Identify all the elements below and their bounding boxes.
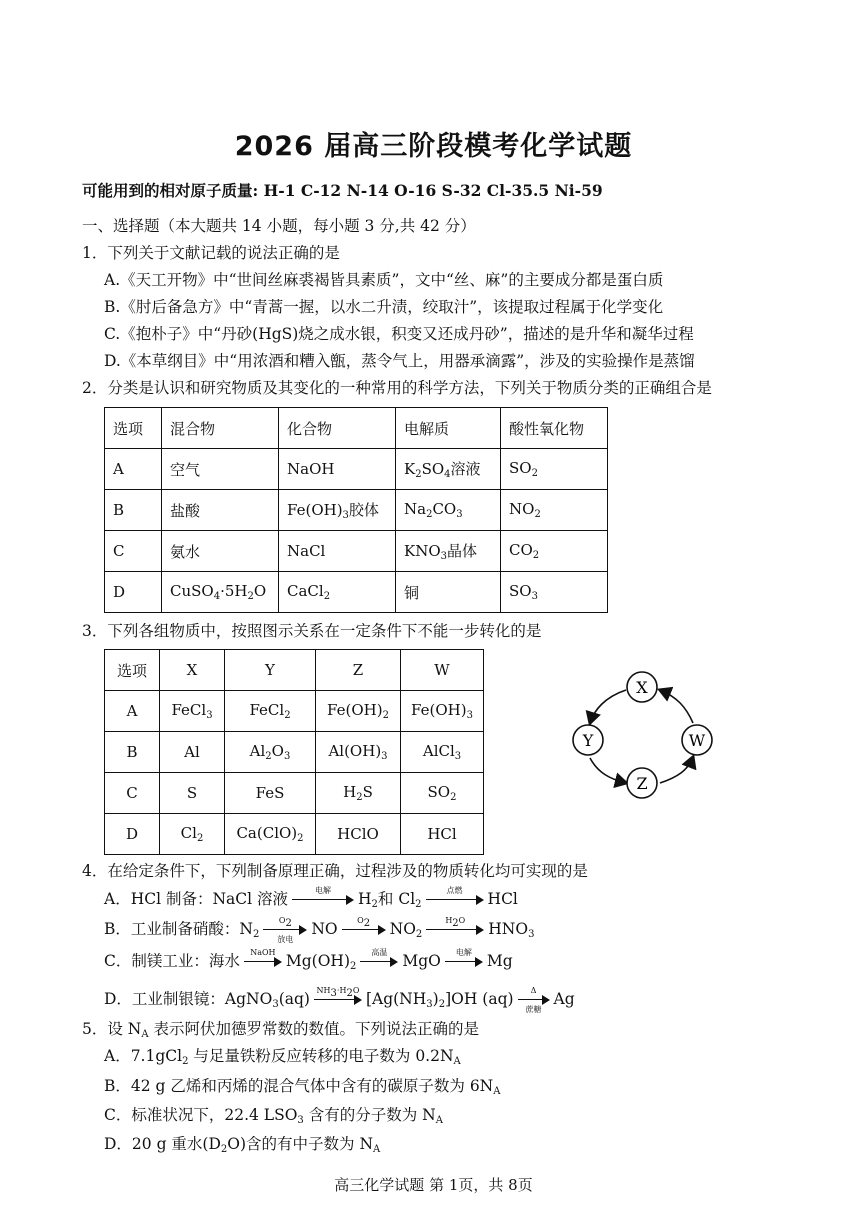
table-header: 混合物 xyxy=(162,408,279,449)
q4-option-b: B．工业制备硝酸：$N_2$ $O_2$ 放电 NO $O_2$ $NO_2$ $H_2O$ $HNO_3$ xyxy=(104,916,535,944)
conversion-cycle-diagram xyxy=(560,665,730,815)
table-cell: AlCl$_3$ xyxy=(401,732,484,773)
table-cell: 铜 xyxy=(396,572,501,613)
table-header: X xyxy=(160,650,225,691)
table-row xyxy=(105,408,608,449)
table-cell: 盐酸 xyxy=(162,490,279,531)
table-cell: CaCl$_2$ xyxy=(279,572,396,613)
table-row xyxy=(105,531,608,572)
q1-option-c: C.《抱朴子》中“丹砂(HgS)烧之成水银，积变又还成丹砂”，描述的是升华和凝华过程 xyxy=(104,325,694,343)
table-cell: $SO_2$ xyxy=(401,773,484,814)
q5-option-b: B．42 g 乙烯和丙烯的混合气体中含有的碳原子数为 $6N_A$ xyxy=(104,1077,501,1097)
table-row xyxy=(105,572,608,613)
arrow-w-to-x xyxy=(660,690,693,723)
table-header: 酸性氧化物 xyxy=(501,408,608,449)
node-z-label: Z xyxy=(636,774,648,793)
q5-option-a: A．7.1gCl$_2$ 与足量铁粉反应转移的电子数为 $0.2N_A$ xyxy=(104,1047,461,1067)
table-cell: NaOH xyxy=(279,449,396,490)
table-header: W xyxy=(401,650,484,691)
table-cell: D xyxy=(105,572,162,613)
table-row xyxy=(105,814,484,855)
node-y-label: Y xyxy=(582,731,594,750)
q3-stem: 3．下列各组物质中，按照图示关系在一定条件下不能一步转化的是 xyxy=(82,622,542,640)
q5-option-c: C．标准状况下，22.4 $LSO_3$ 含有的分子数为 $N_A$ xyxy=(104,1106,443,1126)
table-cell: $Cl_2$ xyxy=(160,814,225,855)
q5-stem: 5．设 $N_A$ 表示阿伏加德罗常数的数值。下列说法正确的是 xyxy=(82,1020,480,1040)
table-header: 电解质 xyxy=(396,408,501,449)
table-cell: D xyxy=(105,814,160,855)
table-header: 化合物 xyxy=(279,408,396,449)
table-cell: S xyxy=(160,773,225,814)
atomic-masses: 可能用到的相对原子质量: H-1 C-12 N-14 O-16 S-32 Cl-35.5 Ni-59 xyxy=(82,181,603,200)
table-row xyxy=(105,773,484,814)
table-header: Y xyxy=(225,650,316,691)
table-cell: HClO xyxy=(316,814,401,855)
table-cell: $SO_2$ xyxy=(501,449,608,490)
table-cell: FeCl$_2$ xyxy=(225,691,316,732)
table-cell: $SO_3$ xyxy=(501,572,608,613)
table-cell: NaCl xyxy=(279,531,396,572)
table-cell: $KNO_3$晶体 xyxy=(396,531,501,572)
q4-option-c: C．制镁工业：海水 NaOH $Mg(OH)_2$ 高温 MgO 电解 Mg xyxy=(104,948,513,972)
arrow-x-to-y xyxy=(590,690,626,723)
table-cell: $Fe(OH)_2$ xyxy=(316,691,401,732)
table-cell: Al xyxy=(160,732,225,773)
table-cell: B xyxy=(105,732,160,773)
q1-option-d: D.《本草纲目》中“用浓酒和糟入甑，蒸令气上，用器承滴露”，涉及的实验操作是蒸馏 xyxy=(104,352,695,370)
table-cell: $CuSO_4\cdot 5H_2O$ xyxy=(162,572,279,613)
q1-option-a: A.《天工开物》中“世间丝麻裘褐皆具素质”，文中“丝、麻”的主要成分都是蛋白质 xyxy=(104,271,664,289)
table-cell: $Al_2O_3$ xyxy=(225,732,316,773)
table-cell: $Na_2CO_3$ xyxy=(396,490,501,531)
q5-option-d: D．20 g 重水$(D_2O)$含的有中子数为 $N_A$ xyxy=(104,1135,381,1155)
table-row xyxy=(105,490,608,531)
table-header: 选项 xyxy=(105,650,160,691)
q1-stem: 1．下列关于文献记载的说法正确的是 xyxy=(82,244,340,262)
table-cell: $Ca(ClO)_2$ xyxy=(225,814,316,855)
table-cell: 氨水 xyxy=(162,531,279,572)
table-cell: A xyxy=(105,449,162,490)
table-row xyxy=(105,732,484,773)
table-cell: FeCl$_3$ xyxy=(160,691,225,732)
table-header: Z xyxy=(316,650,401,691)
table-cell: FeS xyxy=(225,773,316,814)
table-cell: $NO_2$ xyxy=(501,490,608,531)
table-cell: $CO_2$ xyxy=(501,531,608,572)
q4-option-d: D．工业制银镜：AgNO$_3$(aq) $NH_3\cdot H_2O$ $[Ag(NH_3)_2]OH$ (aq) Δ 蔗糖 Ag xyxy=(104,986,575,1014)
q1-option-b: B.《肘后备急方》中“青蒿一握，以水二升渍，绞取汁”，该提取过程属于化学变化 xyxy=(104,298,664,316)
arrow-z-to-w xyxy=(660,757,693,783)
table-header: 选项 xyxy=(105,408,162,449)
table-row xyxy=(105,650,484,691)
table-row xyxy=(105,691,484,732)
section-heading: 一、选择题（本大题共 14 小题，每小题 3 分,共 42 分） xyxy=(82,217,476,235)
q3-table xyxy=(104,649,484,855)
table-cell: C xyxy=(105,773,160,814)
table-cell: $Fe(OH)_3$胶体 xyxy=(279,490,396,531)
table-cell: $Fe(OH)_3$ xyxy=(401,691,484,732)
table-cell: $K_2SO_4$溶液 xyxy=(396,449,501,490)
q2-stem: 2．分类是认识和研究物质及其变化的一种常用的科学方法，下列关于物质分类的正确组合是 xyxy=(82,379,712,397)
table-row xyxy=(105,449,608,490)
table-cell: $H_2S$ xyxy=(316,773,401,814)
table-cell: B xyxy=(105,490,162,531)
table-cell: A xyxy=(105,691,160,732)
node-x-label: X xyxy=(636,678,648,697)
table-cell: $Al(OH)_3$ xyxy=(316,732,401,773)
table-cell: C xyxy=(105,531,162,572)
page-title: 2026 届高三阶段模考化学试题 xyxy=(234,131,633,162)
table-cell: 空气 xyxy=(162,449,279,490)
q4-stem: 4．在给定条件下，下列制备原理正确，过程涉及的物质转化均可实现的是 xyxy=(82,862,588,880)
table-cell: HCl xyxy=(401,814,484,855)
q2-table xyxy=(104,407,608,613)
page-footer: 高三化学试题 第 1页，共 8页 xyxy=(334,1176,533,1194)
arrow-y-to-z xyxy=(590,758,626,783)
node-w-label: W xyxy=(688,731,706,750)
q4-option-a: A．HCl 制备：NaCl 溶液 电解 $H_2$和 $Cl_2$ 点燃 HCl xyxy=(104,886,518,910)
